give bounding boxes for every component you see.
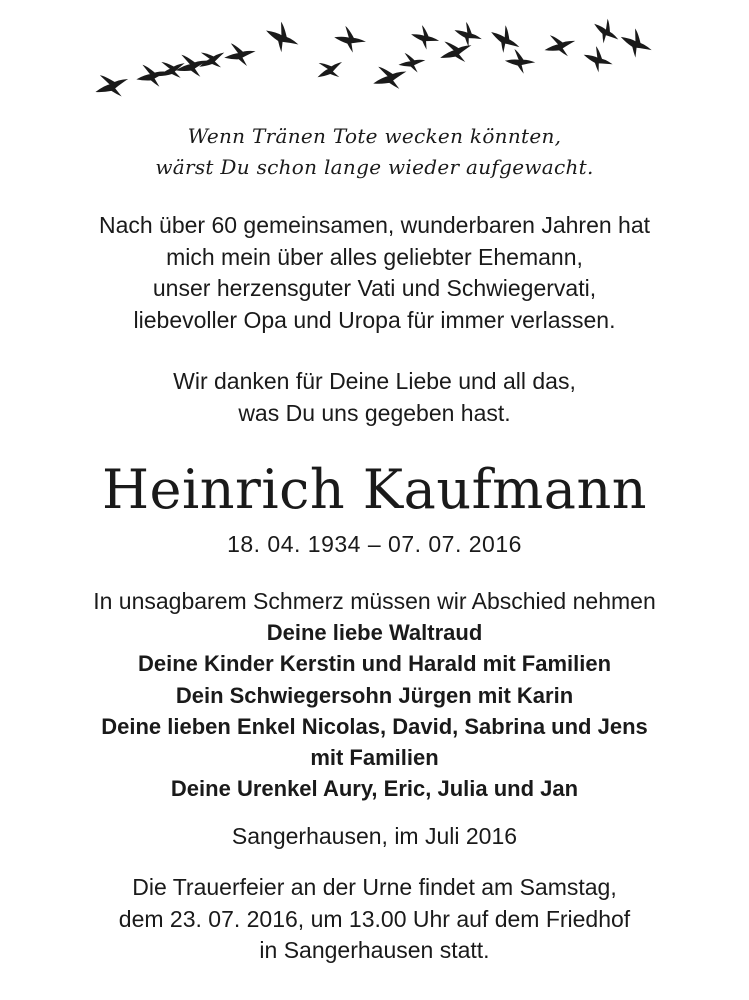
quote-line: Wenn Tränen Tote wecken könnten, xyxy=(187,124,562,148)
mourner-line: mit Familien xyxy=(310,745,439,771)
place-and-date: Sangerhausen, im Juli 2016 xyxy=(231,823,518,849)
funeral-notice xyxy=(0,872,749,967)
notice-line: dem 23. 07. 2016, um 13.00 Uhr auf dem Friedhof xyxy=(118,905,631,932)
notice-line: in Sangerhausen statt. xyxy=(259,937,490,963)
gratitude-paragraph xyxy=(0,366,749,429)
mourner-line: Deine liebe Waltraud xyxy=(266,620,483,645)
deceased-name: Heinrich Kaufmann xyxy=(101,458,648,521)
farewell-intro: In unsagbarem Schmerz müssen wir Abschied nehmen xyxy=(93,588,656,614)
life-dates: 18. 04. 1934 – 07. 07. 2016 xyxy=(227,531,522,557)
flying-birds-flock-icon xyxy=(0,0,749,120)
paragraph-line: Nach über 60 gemeinsamen, wunderbaren Jahren hat xyxy=(98,212,651,238)
paragraph-line: Wir danken für Deine Liebe und all das, xyxy=(173,368,576,394)
announcement-paragraph xyxy=(0,210,749,336)
mourner-line: Deine Kinder Kerstin und Harald mit Familien xyxy=(137,651,612,677)
mourner-line: Deine lieben Enkel Nicolas, David, Sabrina und Jens xyxy=(101,713,648,739)
paragraph-line: liebevoller Opa und Uropa für immer verlassen. xyxy=(133,306,616,333)
quote-line: wärst Du schon lange wieder aufgewacht. xyxy=(155,155,594,179)
memorial-quote xyxy=(0,121,749,183)
mourners-list xyxy=(0,617,749,805)
paragraph-line: unser herzensguter Vati und Schwiegervati, xyxy=(152,275,597,301)
notice-line: Die Trauerfeier an der Urne findet am Samstag, xyxy=(132,874,617,900)
mourner-line: Dein Schwiegersohn Jürgen mit Karin xyxy=(175,682,574,708)
mourner-line: Deine Urenkel Aury, Eric, Julia und Jan xyxy=(170,776,579,802)
paragraph-line: was Du uns gegeben hast. xyxy=(238,399,511,426)
paragraph-line: mich mein über alles geliebter Ehemann, xyxy=(166,243,583,270)
